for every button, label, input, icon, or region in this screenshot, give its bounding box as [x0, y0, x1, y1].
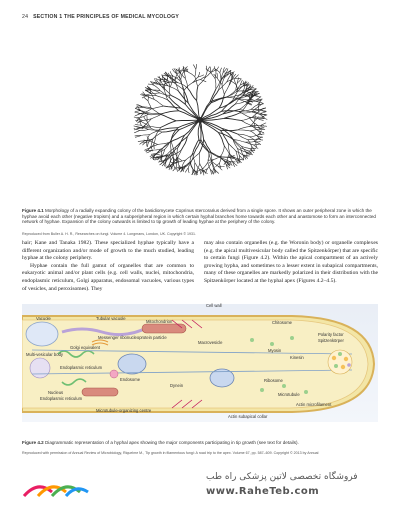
- figure1-credit: Reproduced from Buller A. H. R., Researches on fungi. Volume 4. Longmans, London, UK. Copyright © 1931.: [22, 232, 378, 236]
- hypha-branch: [239, 111, 249, 117]
- hypha-branch: [169, 87, 170, 97]
- label-nuclear-er: Endoplasmic reticulum: [40, 396, 82, 401]
- label-endosome: Endosome: [120, 377, 140, 382]
- label-actin-microfilament: Actin microfilament: [296, 402, 331, 407]
- nucleus-shape: [118, 354, 146, 374]
- hypha-branch: [152, 106, 164, 109]
- hypha-inner-membrane: [22, 320, 368, 408]
- hypha-branch: [185, 168, 188, 173]
- figure1-label: Figure 4.1: [22, 208, 44, 213]
- label-nucleus: Nucleus: [48, 390, 63, 395]
- hypha-branch: [245, 142, 253, 145]
- body-left-column: [22, 240, 194, 293]
- hypha-branch: [163, 82, 169, 84]
- hypha-branch: [224, 85, 229, 94]
- left-paragraph-1: hair; Kane and Tanaka 1982). These specialized hyphae typically have a different organization and/or mode of growth to the much studied, leading hyphae at the colony periphery.: [22, 240, 194, 263]
- hypha-branch: [161, 128, 178, 130]
- hypha-branch: [144, 109, 152, 113]
- body-right-column: [204, 240, 378, 286]
- figure1-caption-text: Morphology of a radially expanding colony of the basidiomycete Coprinus stercorarius derived from a single spore. It shows an outer peripheral zone in which the hyphae avoid each other (negative tropism) and a subperipheral region in which certain hyphal branches home towards each other and anastomose to form an interconnected network of hyphae. Expansion of the colony outwards is limited to tip growth of leading hyphae at the periphery of the colony.: [22, 208, 376, 224]
- label-dynein: Dynein: [170, 383, 183, 388]
- hypha-branch: [161, 114, 176, 121]
- hypha-branch: [135, 109, 141, 111]
- hypha-branch: [176, 120, 200, 121]
- hypha-branch: [220, 130, 237, 131]
- hypha-branch: [238, 130, 250, 131]
- label-ribosome: Ribosome: [264, 378, 283, 383]
- running-header: [22, 14, 179, 20]
- hypha-branch: [219, 95, 224, 109]
- hypha-branch: [260, 110, 266, 111]
- hypha-branch: [188, 88, 197, 100]
- right-paragraph-1: may also contain organelles (e.g. the Woronin body) or organelle complexes (e.g. the apical multivesicular body called the Spitzenkörper) that are specific to certain fungi (Figure 4.2). Within the apical compartment of an actively growing hypha, and sometimes to a lesser extent in subapical compartments, many of these organelles are markedly polarized in their distribution with the Spitzenkörper located at the hyphal apex (Figures 4.2–4.5).: [204, 240, 378, 286]
- hypha-branch: [260, 108, 266, 110]
- hypha-branch: [135, 114, 141, 116]
- hypha-branch: [170, 157, 173, 164]
- hypha-branch: [215, 71, 216, 78]
- hypha-branch: [245, 142, 254, 143]
- hypha-branch: [147, 146, 151, 150]
- footer-url: www.RaheTeb.com: [206, 486, 319, 497]
- hypha-branch: [148, 114, 160, 115]
- hypha-branch: [238, 127, 250, 130]
- colony-illustration: [100, 40, 300, 200]
- label-cell-wall: Cell wall: [206, 303, 222, 308]
- hypha-branch: [220, 68, 222, 73]
- hypha-branch: [197, 87, 198, 101]
- page-number: 24: [22, 14, 28, 20]
- hypha-branch: [195, 69, 196, 76]
- raheteb-logo: [22, 478, 92, 505]
- hypha-branch: [196, 64, 197, 69]
- label-spitzenkorper: Spitzenkörper: [318, 338, 344, 343]
- hypha-branch: [148, 96, 149, 101]
- label-myosin: Myosin: [268, 348, 281, 353]
- hypha-branch: [188, 168, 189, 173]
- hypha-branch: [254, 144, 260, 145]
- hypha-branch: [153, 132, 162, 139]
- label-mitochondrion: Mitochondrion: [146, 319, 172, 324]
- hypha-branch: [200, 120, 220, 130]
- hypha-branch: [224, 118, 241, 120]
- hypha-branch: [222, 111, 239, 112]
- hypha-branch: [250, 131, 257, 136]
- footer-persian-text: فروشگاه تخصصی لاتین پزشکی راه طب: [206, 472, 358, 482]
- hypha-branch: [203, 162, 208, 168]
- hypha-branch: [254, 138, 259, 141]
- label-macrovesicle: Macrovesicle: [198, 340, 222, 345]
- hypha-branch: [220, 73, 222, 80]
- hypha-branch: [241, 120, 252, 125]
- label-messenger-rnp: Messenger ribonucleoprotein particle: [98, 335, 167, 340]
- hypha-branch: [222, 101, 233, 112]
- colony-center: [197, 117, 203, 123]
- hypha-branch: [161, 121, 176, 128]
- vacuole-shape: [26, 322, 58, 346]
- mitochondrion-shape: [142, 324, 186, 333]
- section-title: SECTION 1 THE PRINCIPLES OF MEDICAL MYCOLOGY: [33, 14, 179, 20]
- label-multivesicular-body: Multi-vesicular body: [26, 352, 63, 357]
- figure2-credit: Reproduced with permission of Annual Review of Microbiology, Riquelme M., Tip growth in filamentous fungi: A road trip to the apex. Volume 67, pp. 587–609. Copyright © 2013 by Annual: [22, 451, 378, 455]
- hypha-branch: [251, 105, 258, 110]
- label-polarity-factor: Polarity factor: [318, 332, 344, 337]
- hypha-branch: [193, 65, 196, 70]
- hypha-branch: [162, 111, 179, 114]
- label-golgi: Golgi equivalent: [70, 345, 100, 350]
- label-mtoc: Microtubule-organizing centre: [96, 408, 151, 413]
- label-actin-collar: Actin subapical collar: [228, 414, 267, 419]
- hypha-branch: [224, 113, 240, 119]
- hypha-branch: [261, 123, 267, 126]
- hypha-branch: [144, 97, 148, 101]
- multivesicular-body-shape: [30, 358, 50, 378]
- label-tubular-vacuole: Tubular vacuole: [96, 316, 126, 321]
- hypha-branch: [221, 146, 224, 156]
- label-microtubule: Microtubule: [278, 392, 300, 397]
- hypha-branch: [220, 163, 221, 168]
- figure2-caption-text: Diagrammatic representation of a hyphal apex showing the major components participating in tip growth (see text for details).: [45, 440, 299, 445]
- hypha-branch: [185, 71, 186, 78]
- hypha-branch: [150, 113, 162, 114]
- hypha-branch: [200, 103, 211, 120]
- hypha-branch: [151, 93, 160, 94]
- hypha-branch: [239, 102, 248, 109]
- label-vacuole: Vacuole: [36, 316, 51, 321]
- hypha-branch: [154, 100, 163, 107]
- hypha-branch: [248, 139, 257, 140]
- hypha-branch: [249, 150, 255, 151]
- label-chitosome: Chitosome: [272, 320, 292, 325]
- left-paragraph-2: Hyphae contain the full gamut of organelles that are common to eukaryotic animal and/or plant cells (e.g. cell walls, nuclei, mitochondria, endoplasmic reticulum, Golgi apparatus, endosomal vacuoles, various types of vesicles, and peroxisomes). They: [22, 263, 194, 293]
- hypha-branch: [200, 120, 218, 133]
- hypha-branch: [134, 130, 140, 133]
- label-endoplasmic-reticulum: Endoplasmic reticulum: [60, 365, 102, 370]
- spitzenkorper-shape: [328, 350, 352, 374]
- hypha-branch: [246, 152, 247, 157]
- hypha-branch: [141, 135, 150, 136]
- label-kinesin: Kinesin: [290, 355, 304, 360]
- hypha-branch: [135, 125, 141, 126]
- hypha-branch: [144, 117, 147, 122]
- hypha-branch: [134, 117, 140, 118]
- endosome-shape: [110, 370, 118, 378]
- hypha-branch: [188, 72, 195, 77]
- hypha-branch: [170, 142, 171, 152]
- hypha-branch: [211, 68, 215, 72]
- hypha-branch: [148, 101, 151, 108]
- colony-svg: [100, 40, 300, 200]
- mitochondrion-shape-2: [82, 388, 118, 396]
- hypha-branch: [135, 111, 141, 112]
- hypha-branch: [215, 79, 216, 89]
- hypha-branch: [140, 130, 149, 131]
- hypha-branch: [222, 128, 238, 134]
- hypha-branch: [148, 142, 150, 147]
- hypha-branch: [211, 72, 216, 78]
- figure1-caption: [22, 208, 378, 225]
- hypha-branch: [206, 66, 207, 71]
- figure2-label: Figure 4.2: [22, 440, 44, 445]
- figure2-caption: [22, 440, 378, 446]
